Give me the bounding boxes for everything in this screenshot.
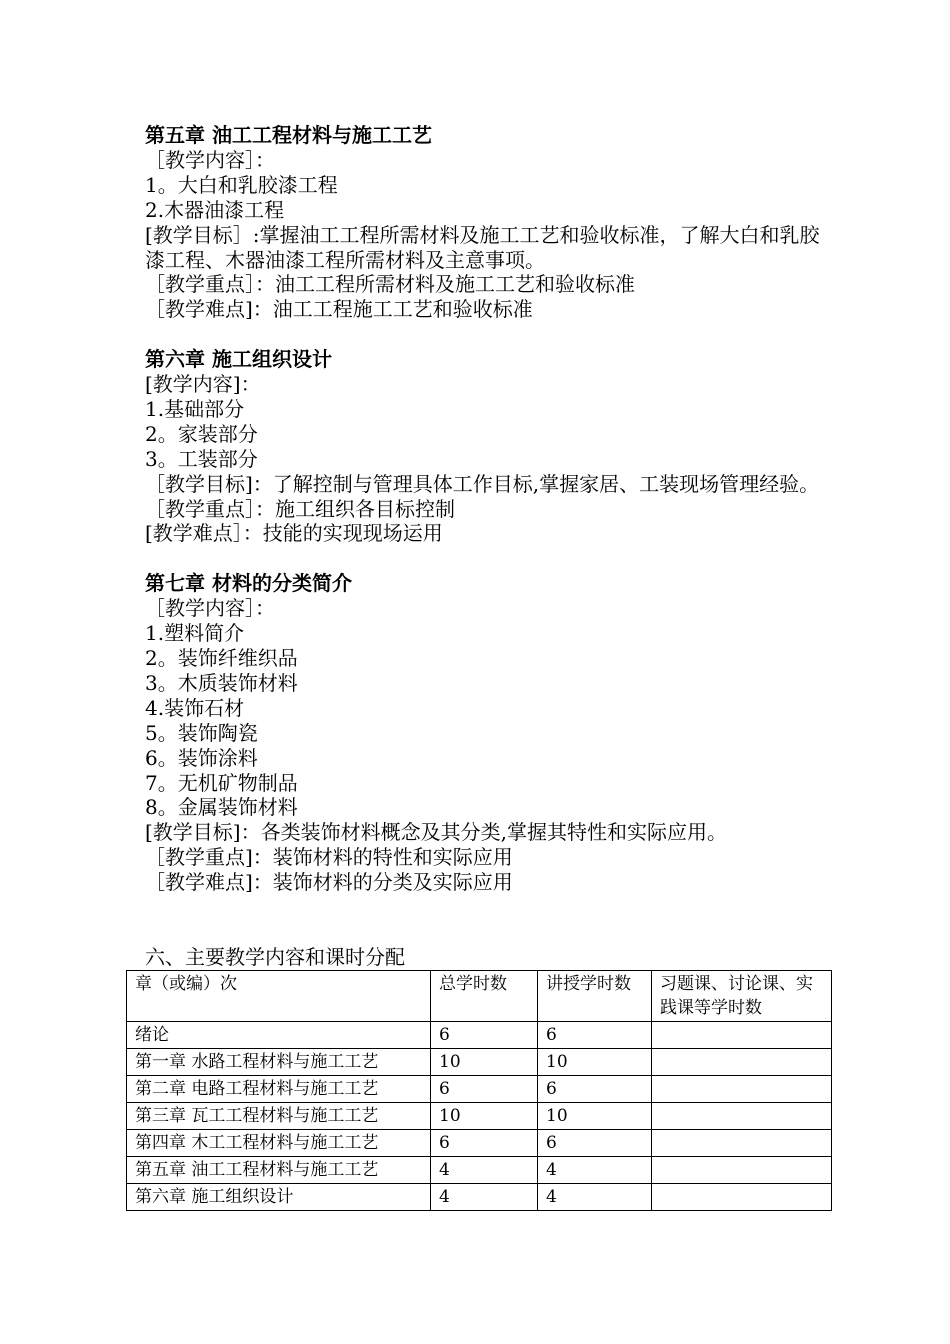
chapter6-line: [教学难点］：技能的实现现场运用 [145,521,443,546]
chapter5-section [145,123,825,322]
chapter6-line: 1.基础部分 [145,396,245,421]
table-cell: 4 [538,1184,652,1211]
table-cell: 4 [431,1184,538,1211]
table-cell [652,1157,832,1184]
hours-allocation-table [126,970,832,1211]
table-cell [652,1076,832,1103]
chapter7-line: ［教学重点]：装饰材料的特性和实际应用 [145,845,513,870]
table-title: 六、主要教学内容和课时分配 [145,945,405,969]
table-row [127,1157,832,1184]
header-cell-practice-hours: 习题课、讨论课、实践课等学时数 [652,971,832,1022]
chapter7-line: 2。装饰纤维织品 [145,646,298,670]
chapter5-line: ［教学难点]：油工工程施工工艺和验收标准 [145,297,533,322]
chapter7-line: 4.装饰石材 [145,695,245,720]
header-cell-chapter: 章（或编）次 [127,971,431,1022]
chapter5-line: ［教学重点］：油工工程所需材料及施工工艺和验收标准 [145,272,635,297]
table-cell: 10 [431,1049,538,1076]
chapter7-line: 7。无机矿物制品 [145,770,298,795]
table-cell: 4 [431,1157,538,1184]
chapter7-line: 1.塑料简介 [145,621,245,646]
chapter7-line: ［教学内容］： [145,596,275,621]
table-header-row [127,971,832,1022]
chapter6-line: 2。家装部分 [145,421,258,446]
header-cell-total-hours: 总学时数 [431,971,538,1022]
chapter6-section [145,347,825,546]
chapter5-line: [教学目标］:掌握油工工程所需材料及施工工艺和验收标准，了解大白和乳胶漆工程、木器油漆工程所需材料及主意事项。 [145,222,820,272]
chapter7-title: 第七章 材料的分类简介 [145,571,352,596]
chapter7-line: 8。金属装饰材料 [145,795,298,820]
table-row [127,1184,832,1211]
table-cell: 6 [538,1022,652,1049]
table-row [127,1022,832,1049]
chapter6-line: ［教学重点］：施工组织各目标控制 [145,496,455,521]
chapter7-section [145,571,825,895]
table-cell: 6 [431,1076,538,1103]
table-cell: 绪论 [127,1022,431,1049]
table-cell: 6 [538,1076,652,1103]
table-cell [652,1130,832,1157]
table-cell: 第一章 水路工程材料与施工工艺 [127,1049,431,1076]
table-cell: 第三章 瓦工工程材料与施工工艺 [127,1103,431,1130]
table-row [127,1049,832,1076]
chapter7-line: 5。装饰陶瓷 [145,720,258,745]
chapter6-title: 第六章 施工组织设计 [145,347,332,372]
table-cell: 10 [431,1103,538,1130]
table-row [127,1103,832,1130]
chapter6-line: ［教学目标]：了解控制与管理具体工作目标,掌握家居、工装现场管理经验。 [145,471,820,496]
chapter7-line: 3。木质装饰材料 [145,670,298,695]
table-cell: 4 [538,1157,652,1184]
table-cell: 第四章 木工工程材料与施工工艺 [127,1130,431,1157]
table-cell: 第五章 油工工程材料与施工工艺 [127,1157,431,1184]
chapter5-title: 第五章 油工工程材料与施工工艺 [145,123,432,147]
table-cell [652,1184,832,1211]
chapter6-line: 3。工装部分 [145,446,258,471]
table-cell: 6 [431,1022,538,1049]
table-cell: 6 [538,1130,652,1157]
chapter6-line: [教学内容]： [145,372,261,397]
table-row [127,1130,832,1157]
chapter7-line: [教学目标]：各类装饰材料概念及其分类,掌握其特性和实际应用。 [145,820,727,845]
chapter5-line: ［教学内容］： [145,147,275,172]
table-row [127,1076,832,1103]
chapter7-line: ［教学难点]：装饰材料的分类及实际应用 [145,870,513,895]
table-cell: 6 [431,1130,538,1157]
header-cell-lecture-hours: 讲授学时数 [538,971,652,1022]
chapter5-line: 2.木器油漆工程 [145,197,285,222]
table-cell [652,1103,832,1130]
chapter7-line: 6。装饰涂料 [145,745,258,770]
table-cell: 10 [538,1049,652,1076]
table-cell: 第二章 电路工程材料与施工工艺 [127,1076,431,1103]
table-cell: 10 [538,1103,652,1130]
chapter5-line: 1。大白和乳胶漆工程 [145,172,338,197]
table-cell [652,1049,832,1076]
table-cell: 第六章 施工组织设计 [127,1184,431,1211]
document-body [145,123,825,920]
table-cell [652,1022,832,1049]
